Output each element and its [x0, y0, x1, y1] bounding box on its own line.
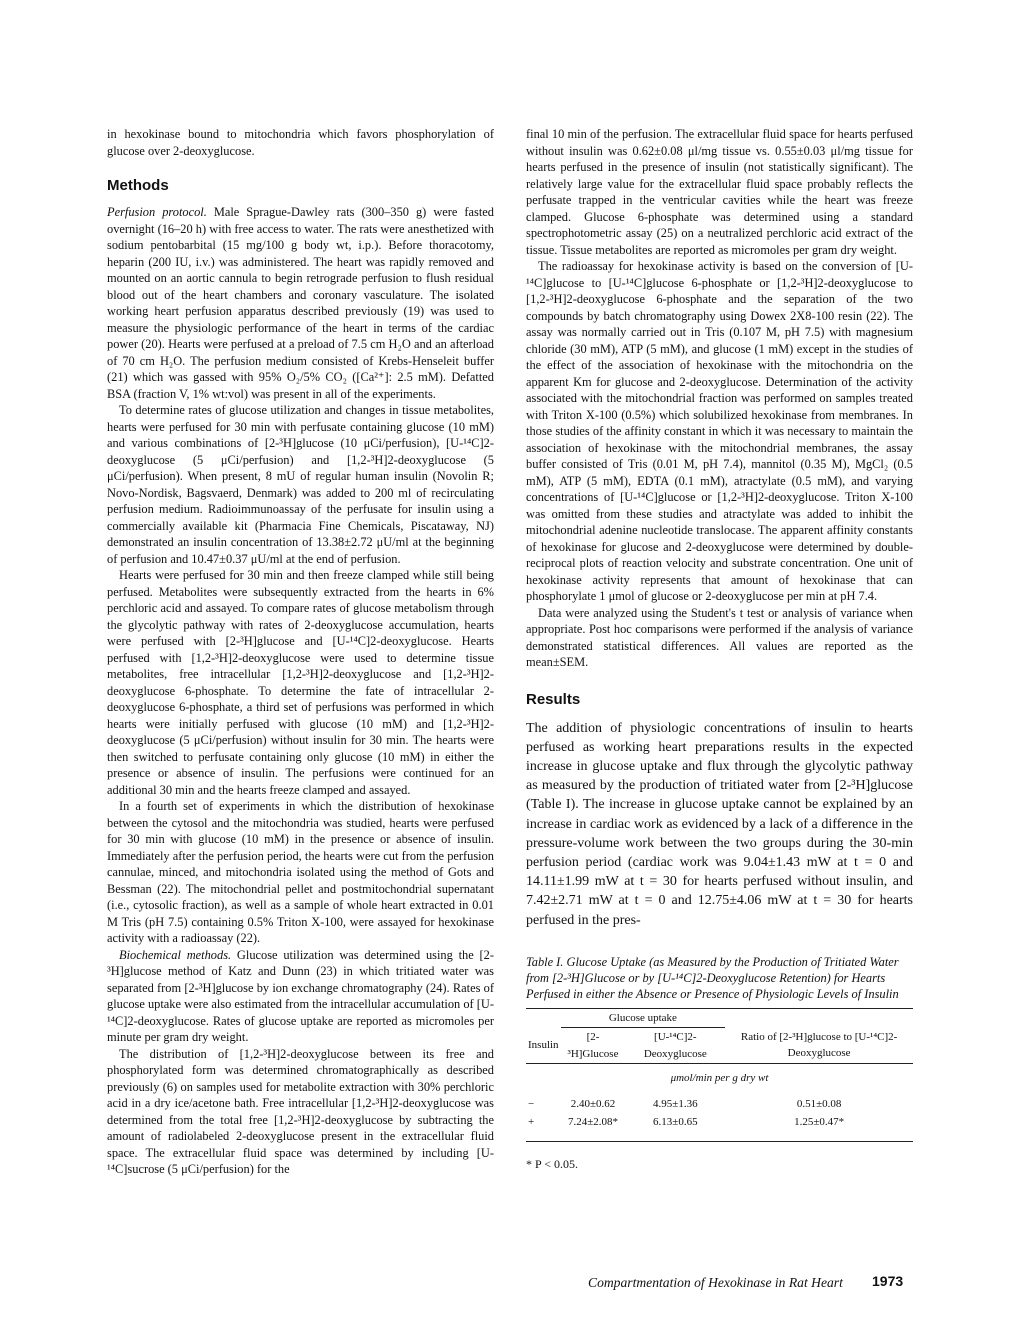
table-cell-h3: 2.40±0.62 [570, 1097, 616, 1110]
page-number: 1973 [872, 1273, 904, 1289]
extracellular-paragraph: final 10 min of the perfusion. The extracellular fluid space for hearts perfused without insulin was 0.62±0.08 μl/mg tissue vs. 0.55±0.03 μl/mg tissue for hearts perfused in the presence of insulin (not statistically significant). The relatively large value for the extracellular fluid space probably reflects the perfusate trapped in the ventricular cavities while the heart was freeze clamped. Glucose 6-phosphate was determined using a standard spectrophotometric assay (25) on a neutralized perchloric acid extract of the tissue. Tissue metabolites are reported as micromoles per gram dry weight. [526, 127, 913, 257]
distribution-paragraph: The distribution of [1,2-³H]2-deoxyglucose between its free and phosphorylated form was determined chromatographically as described previously (6) on samples used for metabolite extraction with 30% perchloric acid in a dry ice/acetone bath. Free intracellular [1,2-³H]2-deoxyglucose was determined from the total free [1,2-³H]2-deoxyglucose by subtracting the amount of radiolabeled 2-deoxyglucose present in the extracellular fluid space. The extracellular fluid space was determined by including [U-¹⁴C]sucrose (5 μCi/perfusion) for the [107, 1046, 494, 1176]
table-cell-insulin: − [528, 1097, 535, 1110]
table-header-h3-glucose: [2-³H]Glucose [567, 1031, 619, 1060]
table-cell-h3: 7.24±2.08* [567, 1116, 619, 1129]
glucose-uptake-table [526, 1008, 913, 1142]
perfusion-protocol-paragraph [107, 204, 494, 402]
results-heading: Results [526, 690, 581, 708]
table-cell-insulin: + [528, 1116, 535, 1129]
table-row [526, 1113, 913, 1141]
table-units: μmol/min per g dry wt [670, 1072, 769, 1085]
opening-paragraph: in hexokinase bound to mitochondria which favors phosphorylation of glucose over 2-deoxyglucose. [107, 127, 494, 158]
table-cell-ratio: 1.25±0.47* [794, 1116, 845, 1129]
freeze-clamp-paragraph: Hearts were perfused for 30 min and then freeze clamped while still being perfused. Metabolites were subsequently extracted from the hearts in 6% perchloric acid and assayed. To compare rates of glucose metabolism through the glycolytic pathway with rates of 2-deoxyglucose accumulation, hearts were perfused with [2-³H]glucose and [U-¹⁴C]2-deoxyglucose. Hearts perfused with [1,2-³H]2-deoxyglucose were used to determine tissue metabolites, free intracellular [1,2-³H]2-deoxyglucose and [1,2-³H]2-deoxyglucose 6-phosphate. To determine the fate of intracellular 2-deoxyglucose 6-phosphate, a third set of perfusions was performed in which hearts were initially perfused with glucose (10 mM) and [1,2-³H]2-deoxyglucose (5 μCi/perfusion) without insulin for 30 min. The hearts were then switched to perfusate containing only glucose (10 mM) in either the presence or absence of insulin. The perfusions were continued for an additional 30 min and the hearts freeze clamped and assayed. [107, 568, 494, 797]
table-header-insulin: Insulin [528, 1039, 559, 1052]
biochemical-methods-paragraph [107, 947, 494, 1046]
table-header-ratio: Ratio of [2-³H]glucose to [U-¹⁴C]2-Deoxyglucose [740, 1030, 898, 1060]
table-header-empty [526, 1008, 561, 1028]
perfusion-protocol-title: Perfusion protocol. [107, 205, 207, 219]
table-cell-c14: 6.13±0.65 [653, 1116, 698, 1129]
table-footnote: * P < 0.05. [526, 1156, 578, 1171]
hexokinase-distribution-paragraph: In a fourth set of experiments in which the distribution of hexokinase between the cytosol and the mitochondria was studied, hearts were perfused for 30 min with glucose (10 mM) in the presence or absence of insulin. Immediately after the perfusion period, the hearts were cut from the perfusion cannulae, minced, and mitochondria isolated using the method of Gots and Bessman (22). The mitochondrial pellet and postmitochondrial supernatant (i.e., cytosolic fraction), as well as a sample of whole heart extracted in 0.01 M Tris (pH 7.5) containing 0.5% Triton X-100, were assayed for hexokinase activity with a radioassay (22). [107, 799, 494, 945]
table-caption: Table I. Glucose Uptake (as Measured by the Production of Tritiated Water from [2-³H]Glucose or by [U-¹⁴C]2-Deoxyglucose Retention) for Hearts Perfused in either the Absence or Presence of Physiologic Levels of Insulin [526, 954, 899, 1001]
methods-heading: Methods [107, 177, 169, 194]
statistics-paragraph: Data were analyzed using the Student's t test or analysis of variance when appropriate. Post hoc comparisons were performed if the analysis of variance demonstrated statistical differences. All values are reported as the mean±SEM. [526, 605, 913, 669]
table-cell-c14: 4.95±1.36 [653, 1097, 698, 1110]
left-column [107, 126, 494, 1178]
table-cell-ratio: 0.51±0.08 [796, 1097, 842, 1110]
running-footer-title: Compartmentation of Hexokinase in Rat Heart [588, 1275, 843, 1290]
table-row [526, 1095, 913, 1114]
biochemical-methods-title: Biochemical methods. [119, 947, 232, 962]
right-column [526, 126, 913, 1172]
table-header-c14-deoxyglucose: [U-¹⁴C]2-Deoxyglucose [643, 1031, 707, 1060]
perfusion-protocol-text: Male Sprague-Dawley rats (300–350 g) were fasted overnight (16–20 h) with free access to water. The rats were anesthetized with sodium pentobarbital (15 mg/100 g body wt, i.p.). Before thoracotomy, heparin (200 IU, i.v.) was administered. The heart was rapidly removed and mounted on an aortic cannula to begin retrograde perfusion to flush residual blood out of the heart chambers and coronary vasculature. The isolated working heart perfusion apparatus described previously (19) was used to measure the physiologic performance of the heart in terms of the cardiac power (20). Hearts were perfused at a preload of 7.5 cm H₂O and an afterload of 70 cm H₂O. The perfusion medium consisted of Krebs-Henseleit buffer (21) which was gassed with 95% O₂/5% CO₂ ([Ca²⁺]: 2.5 mM). Defatted BSA (fraction V, 1% wt:vol) was present in all of the experiments. [107, 205, 494, 401]
radioassay-paragraph: The radioassay for hexokinase activity is based on the conversion of [U-¹⁴C]glucose to [U-¹⁴C]glucose 6-phosphate or [1,2-³H]2-deoxyglucose to [1,2-³H]2-deoxyglucose 6-phosphate and the separation of the two compounds by batch chromatography using Dowex 2X8-100 resin (22). The assay was normally carried out in Tris (0.107 M, pH 7.5) with magnesium chloride (30 mM), ATP (5 mM), and glucose (1 mM) except in the studies of the effect of the association of hexokinase with the mitochondria on the apparent Km for glucose and 2-deoxyglucose. Determination of the activity associated with the mitochondrial fraction was performed on samples treated with Triton X-100 (0.5%) which solubilized hexokinase from membranes. In those studies of the affinity constant in which it was necessary to maintain the association of hexokinase with the mitochondrial membranes, the assay buffer consisted of Tris (0.01 M, pH 7.4), mannitol (0.35 M), MgCl₂ (0.5 mM), ATP (5 mM), EDTA (0.1 mM), atractylate (0.5 mM), and varying concentrations of [U-¹⁴C]glucose or [1,2-³H]2-deoxyglucose. Triton X-100 was omitted from these studies and atractylate was added to inhibit the mitochondrial adenine nucleotide translocase. The apparent affinity constants of hexokinase for glucose and 2-deoxyglucose were determined by double-reciprocal plots of reaction velocity and substrate concentration. One unit of hexokinase activity represents that amount of hexokinase that can phosphorylate 1 μmol of glucose or 2-deoxyglucose per min at pH 7.4. [526, 259, 913, 603]
table-group-header: Glucose uptake [561, 1008, 726, 1028]
table-header-empty-2 [725, 1008, 913, 1028]
glucose-utilization-paragraph: To determine rates of glucose utilization and changes in tissue metabolites, hearts were perfused for 30 min with perfusate containing glucose (10 mM) and various combinations of [2-³H]glucose (10 μCi/perfusion), [U-¹⁴C]2-deoxyglucose (5 μCi/perfusion) and [1,2-³H]2-deoxyglucose (5 μCi/perfusion). When present, 8 mU of regular human insulin (Novolin R; Novo-Nordisk, Bagsvaerd, Denmark) was added to 200 ml of recirculating perfusion medium. Radioimmunoassay of the perfusate for insulin using a commercially available kit (Pharmacia Fine Chemicals, Piscataway, NJ) demonstrated an insulin concentration of 13.38±2.72 μU/ml at the beginning of perfusion and 10.47±0.37 μU/ml at the end of perfusion. [107, 403, 494, 566]
biochemical-methods-text: Glucose utilization was determined using the [2-³H]glucose method of Katz and Dunn (23) in which tritiated water was separated from [2-³H]glucose by ion exchange chromatography (24). Rates of glucose uptake were also estimated from the intracellular accumulation of [U-¹⁴C]2-deoxyglucose. Rates of glucose uptake are reported as micromoles per minute per gram dry weight. [107, 947, 494, 1044]
results-paragraph: The addition of physiologic concentrations of insulin to hearts perfused as working heart preparations results in the expected increase in glucose uptake and flux through the glycolytic pathway as measured by the production of tritiated water from [2-³H]glucose (Table I). The increase in glucose uptake cannot be explained by an increase in cardiac work as evidenced by a lack of a difference in the pressure-volume work between the two groups during the 30-min perfusion period (cardiac work was 9.04±1.43 mW at t = 0 and 14.11±1.99 mW at t = 30 for hearts perfused without insulin, and 7.42±2.71 mW at t = 0 and 12.75±4.06 mW at t = 30 for hearts perfused in the pres- [526, 720, 913, 928]
